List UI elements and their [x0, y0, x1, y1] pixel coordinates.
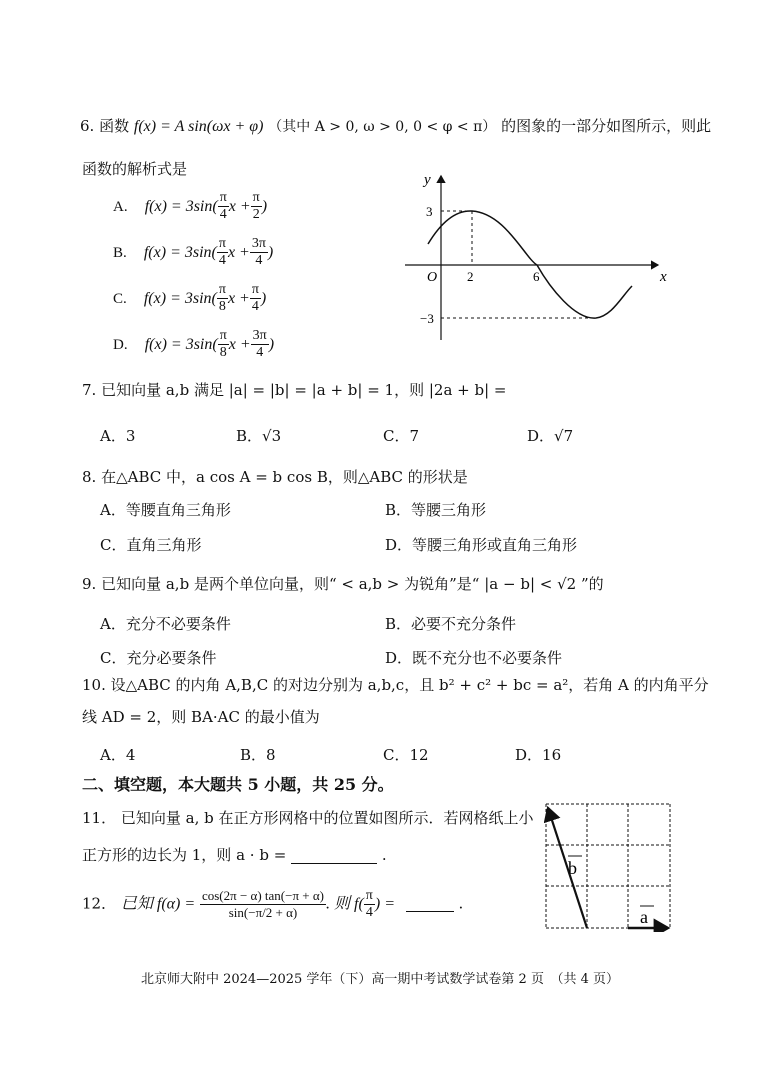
- sentence-end: .: [458, 894, 464, 913]
- q6-option-d[interactable]: [113, 328, 274, 361]
- option-label: A．: [100, 615, 126, 633]
- q7-number: 7.: [82, 381, 97, 399]
- q12-fraction: [200, 888, 326, 921]
- q12-arg-fraction: [364, 888, 375, 921]
- option-value: 4: [125, 746, 136, 764]
- q10-option-c[interactable]: [383, 745, 429, 765]
- q6-stem-suffix: 的图象的一部分如图所示，则此: [501, 117, 712, 135]
- numerator: π: [219, 328, 227, 343]
- option-expr-suffix: ): [268, 336, 275, 353]
- q10-option-b[interactable]: [240, 745, 276, 765]
- numerator: 3π: [252, 328, 267, 343]
- q10-number: 10.: [82, 676, 106, 694]
- vector-b-label: b: [568, 858, 577, 878]
- q6-option-a[interactable]: [113, 190, 267, 223]
- origin-label: O: [427, 270, 438, 285]
- vector-a-label: a: [640, 907, 648, 927]
- option-value: 16: [542, 746, 562, 764]
- option-value: 充分必要条件: [126, 649, 217, 667]
- q11-number: 11．: [82, 809, 117, 827]
- numerator: 3π: [251, 236, 266, 251]
- option-expr-prefix: f(x) = 3sin(: [143, 290, 217, 307]
- q8-option-d[interactable]: [385, 535, 577, 555]
- option-value: 等腰三角形或直角三角形: [412, 536, 578, 554]
- option-label: B．: [240, 746, 267, 764]
- q10-stem-line1: [82, 675, 709, 695]
- option-value: 充分不必要条件: [125, 615, 231, 633]
- fraction: [251, 328, 269, 361]
- q9-stem: [82, 574, 604, 594]
- option-expr-mid: x +: [228, 336, 251, 353]
- q12-stem: [82, 888, 463, 921]
- denominator: 4: [255, 253, 263, 268]
- q6-option-b[interactable]: [113, 236, 273, 269]
- option-expr-suffix: ): [267, 244, 274, 261]
- numerator: π: [365, 888, 373, 903]
- denominator: 4: [256, 345, 264, 360]
- option-label: C．: [383, 427, 410, 445]
- q7-option-d[interactable]: [527, 426, 573, 446]
- q6-stem-prefix: 函数: [99, 117, 130, 135]
- option-expr-mid: x +: [227, 290, 250, 307]
- q11-stem-text: 正方形的边长为 1，则 a · b =: [82, 846, 287, 864]
- q7-stem-text: 已知向量 a,b 满足 |a| = |b| = |a + b| = 1，则 |2a + b| =: [101, 381, 507, 399]
- answer-blank[interactable]: [291, 849, 377, 864]
- option-label: B．: [385, 615, 412, 633]
- q10-stem-text: 设△ABC 的内角 A,B,C 的对边分别为 a,b,c，且 b² + c² + bc = a²，若角 A 的内角平分: [110, 676, 709, 694]
- x-axis-label: x: [660, 269, 667, 285]
- denominator: sin(−π/2 + α): [228, 905, 298, 920]
- q6-stem-cond: （其中 A > 0, ω > 0, 0 < φ < π）: [268, 119, 497, 135]
- q8-option-c[interactable]: [100, 535, 202, 555]
- q7-stem: [82, 380, 507, 400]
- q6-number: 6.: [80, 117, 95, 135]
- option-label: B．: [385, 501, 412, 519]
- option-label: C．: [100, 649, 127, 667]
- q8-stem: [82, 467, 468, 487]
- option-label: A．: [100, 501, 126, 519]
- option-value: 既不充分也不必要条件: [412, 649, 563, 667]
- option-value: 直角三角形: [126, 536, 202, 554]
- q7-option-c[interactable]: [383, 426, 419, 446]
- option-label: D．: [515, 746, 543, 764]
- option-label: B.: [113, 245, 127, 261]
- option-label: A．: [100, 746, 126, 764]
- grid-lines: [546, 804, 670, 928]
- denominator: 4: [218, 253, 226, 268]
- q6-stem-line1: [80, 116, 711, 137]
- option-label: B．: [236, 427, 263, 445]
- answer-blank[interactable]: [406, 897, 454, 912]
- q8-stem-text: 在△ABC 中，a cos A = b cos B，则△ABC 的形状是: [101, 468, 468, 486]
- option-expr-mid: x +: [227, 244, 250, 261]
- option-value: 8: [266, 746, 276, 764]
- denominator: 2: [252, 207, 260, 222]
- x-tick-label: 2: [467, 269, 474, 284]
- numerator: π: [252, 190, 260, 205]
- q9-option-c[interactable]: [100, 648, 217, 668]
- q10-stem-line2: 线 AD = 2，则 BA·AC 的最小值为: [82, 708, 320, 726]
- q9-option-d[interactable]: [385, 648, 562, 668]
- y-tick-label: −3: [420, 311, 434, 326]
- q9-option-b[interactable]: [385, 614, 516, 634]
- fraction: [218, 190, 229, 223]
- q7-option-a[interactable]: [100, 426, 135, 446]
- fraction: [218, 328, 229, 361]
- option-label: C．: [100, 536, 127, 554]
- fraction: [250, 282, 261, 315]
- option-expr-prefix: f(x) = 3sin(: [143, 244, 217, 261]
- numerator: π: [218, 236, 226, 251]
- option-value: 3: [125, 427, 136, 445]
- q11-stem-text: 已知向量 a, b 在正方形网格中的位置如图所示．若网格纸上小: [120, 809, 534, 827]
- q11-stem-line1: [82, 808, 534, 828]
- option-label: D．: [385, 649, 413, 667]
- x-tick-label: 6: [533, 269, 540, 284]
- q11-vector-grid: [544, 802, 674, 932]
- sentence-end: .: [381, 846, 387, 864]
- option-label: A.: [113, 199, 128, 215]
- option-label: D．: [385, 536, 413, 554]
- q8-option-b[interactable]: [385, 500, 486, 520]
- option-label: D.: [113, 337, 128, 353]
- numerator: π: [218, 282, 226, 297]
- q6-stem-line2: 函数的解析式是: [82, 160, 188, 178]
- fraction: [251, 190, 262, 223]
- q12-after: ) =: [374, 895, 395, 913]
- denominator: 4: [365, 905, 373, 920]
- q12-mid: . 则 f(: [326, 895, 364, 913]
- q10-option-d[interactable]: [515, 745, 561, 765]
- option-value: 等腰三角形: [411, 501, 487, 519]
- option-label: C.: [113, 291, 127, 307]
- numerator: π: [251, 282, 259, 297]
- fraction: [250, 236, 268, 269]
- fraction: [217, 236, 228, 269]
- section-title: 二、填空题，本大题共 5 小题，共 25 分。: [82, 775, 394, 794]
- q10-option-a[interactable]: [100, 745, 135, 765]
- q12-number: 12．: [82, 894, 117, 913]
- q9-option-a[interactable]: [100, 614, 231, 634]
- q11-stem-line2: [82, 845, 387, 865]
- y-axis-label: y: [424, 172, 431, 188]
- denominator: 8: [219, 345, 227, 360]
- option-expr-prefix: f(x) = 3sin(: [144, 336, 218, 353]
- q9-stem-text: 已知向量 a,b 是两个单位向量，则“ < a,b > 为锐角”是“ |a − b| < √2 ”的: [101, 575, 604, 593]
- option-label: A．: [100, 427, 126, 445]
- q8-option-a[interactable]: [100, 500, 231, 520]
- option-expr-suffix: ): [261, 198, 268, 215]
- q8-number: 8.: [82, 468, 97, 486]
- numerator: π: [219, 190, 227, 205]
- q12-prefix: 已知 f(α) =: [120, 895, 196, 913]
- numerator: cos(2π − α) tan(−π + α): [201, 888, 324, 903]
- option-label: C．: [383, 746, 410, 764]
- q7-option-b[interactable]: [236, 426, 281, 446]
- y-tick-label: 3: [426, 204, 433, 219]
- denominator: 8: [218, 299, 226, 314]
- option-value: √3: [262, 427, 282, 445]
- denominator: 4: [251, 299, 259, 314]
- option-expr-suffix: ): [260, 290, 267, 307]
- q6-option-c[interactable]: [113, 282, 266, 315]
- option-label: D．: [527, 427, 555, 445]
- option-value: 必要不充分条件: [411, 615, 517, 633]
- option-value: 7: [409, 427, 420, 445]
- q6-sine-graph: [400, 168, 680, 348]
- option-expr-prefix: f(x) = 3sin(: [144, 198, 218, 215]
- option-value: 12: [409, 746, 429, 764]
- page-footer: 北京师大附中 2024—2025 学年（下）高一期中考试数学试卷第 2 页 （共 4 页）: [140, 972, 619, 987]
- q9-number: 9.: [82, 575, 97, 593]
- option-expr-mid: x +: [228, 198, 251, 215]
- fraction: [217, 282, 228, 315]
- q6-stem-func: f(x) = A sin(ωx + φ): [133, 118, 264, 135]
- option-value: √7: [554, 427, 574, 445]
- option-value: 等腰直角三角形: [125, 501, 231, 519]
- denominator: 4: [219, 207, 227, 222]
